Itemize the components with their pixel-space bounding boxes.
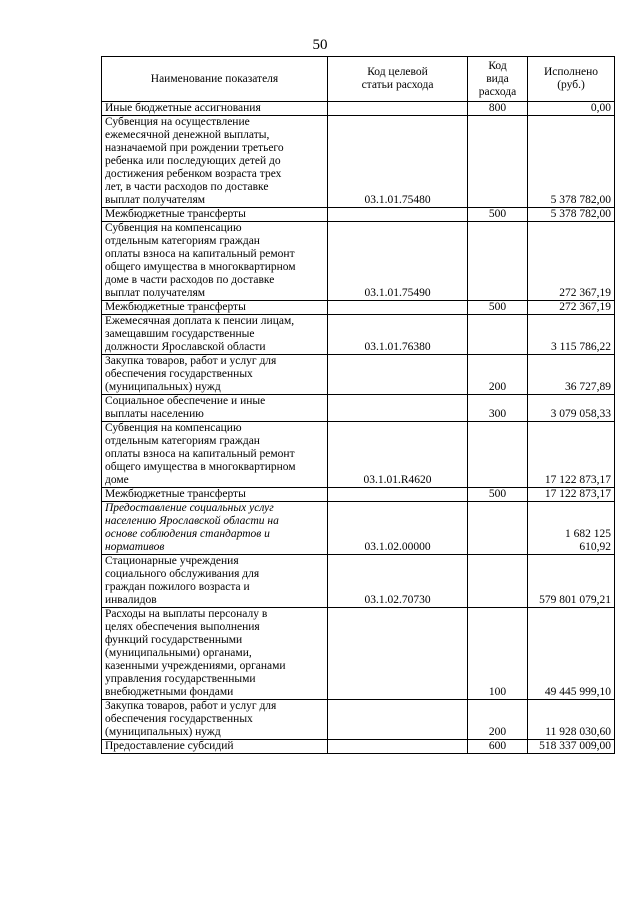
row-amount-cell: 11 928 030,60 [528, 700, 615, 740]
row-expense-type-cell [468, 422, 528, 488]
row-name-cell: Субвенция на компенсацию отдельным категориям граждан оплаты взноса на капитальный ремонт общего имущества в многоквартирном доме в части расходов по доставке выплат получателям [102, 222, 328, 301]
row-target-code-cell [328, 208, 468, 222]
row-expense-type-cell [468, 222, 528, 301]
row-target-code-cell: 03.1.01.R4620 [328, 422, 468, 488]
row-name-cell: Межбюджетные трансферты [102, 301, 328, 315]
row-target-code-cell: 03.1.01.76380 [328, 315, 468, 355]
row-expense-type-cell [468, 502, 528, 555]
page-number: 50 [312, 37, 328, 53]
table-row [102, 608, 615, 700]
row-amount-cell: 5 378 782,00 [528, 208, 615, 222]
table-row [102, 395, 615, 422]
row-expense-type-cell: 200 [468, 700, 528, 740]
row-target-code-cell: 03.1.01.75480 [328, 116, 468, 208]
row-amount-cell: 3 115 786,22 [528, 315, 615, 355]
table-row [102, 700, 615, 740]
table-row [102, 502, 615, 555]
row-name-cell: Предоставление субсидий [102, 740, 328, 754]
row-expense-type-cell [468, 315, 528, 355]
row-expense-type-cell: 500 [468, 208, 528, 222]
row-name-cell: Межбюджетные трансферты [102, 488, 328, 502]
row-expense-type-cell: 200 [468, 355, 528, 395]
row-name-cell: Предоставление социальных услуг населению Ярославской области на основе соблюдения стандартов и нормативов [102, 502, 328, 555]
row-amount-cell: 1 682 125 610,92 [528, 502, 615, 555]
table-row [102, 222, 615, 301]
row-name-cell: Субвенция на компенсацию отдельным категориям граждан оплаты взноса на капитальный ремонт общего имущества в многоквартирном доме [102, 422, 328, 488]
row-name-cell: Стационарные учреждения социального обслуживания для граждан пожилого возраста и инвалидов [102, 555, 328, 608]
header-executed: Исполнено (руб.) [528, 57, 615, 102]
header-expense-type: Код вида расхода [468, 57, 528, 102]
table-row [102, 208, 615, 222]
row-amount-cell: 518 337 009,00 [528, 740, 615, 754]
row-target-code-cell [328, 700, 468, 740]
row-expense-type-cell: 800 [468, 102, 528, 116]
row-expense-type-cell [468, 555, 528, 608]
row-target-code-cell [328, 740, 468, 754]
table-row [102, 488, 615, 502]
row-target-code-cell [328, 102, 468, 116]
table-header-row [102, 57, 615, 102]
table-body [102, 102, 615, 754]
row-amount-cell: 0,00 [528, 102, 615, 116]
row-amount-cell: 272 367,19 [528, 222, 615, 301]
header-target-code: Код целевой статьи расхода [328, 57, 468, 102]
row-amount-cell: 5 378 782,00 [528, 116, 615, 208]
row-target-code-cell: 03.1.02.00000 [328, 502, 468, 555]
row-expense-type-cell: 500 [468, 301, 528, 315]
row-amount-cell: 3 079 058,33 [528, 395, 615, 422]
row-expense-type-cell: 100 [468, 608, 528, 700]
row-target-code-cell [328, 488, 468, 502]
row-name-cell: Ежемесячная доплата к пенсии лицам, замещавшим государственные должности Ярославской области [102, 315, 328, 355]
table-row [102, 315, 615, 355]
header-indicator-name: Наименование показателя [102, 57, 328, 102]
row-target-code-cell [328, 395, 468, 422]
table-row [102, 301, 615, 315]
row-name-cell: Субвенция на осуществление ежемесячной денежной выплаты, назначаемой при рождении третьего ребенка или последующих детей до достижения ребенком возраста трех лет, в части расходов по доставке выплат получателям [102, 116, 328, 208]
row-name-cell: Закупка товаров, работ и услуг для обеспечения государственных (муниципальных) нужд [102, 700, 328, 740]
row-expense-type-cell: 300 [468, 395, 528, 422]
row-target-code-cell [328, 608, 468, 700]
row-target-code-cell: 03.1.02.70730 [328, 555, 468, 608]
row-expense-type-cell: 500 [468, 488, 528, 502]
table-row [102, 355, 615, 395]
row-expense-type-cell [468, 116, 528, 208]
row-amount-cell: 579 801 079,21 [528, 555, 615, 608]
row-expense-type-cell: 600 [468, 740, 528, 754]
row-amount-cell: 17 122 873,17 [528, 488, 615, 502]
row-target-code-cell [328, 355, 468, 395]
table-row [102, 116, 615, 208]
row-amount-cell: 49 445 999,10 [528, 608, 615, 700]
row-name-cell: Закупка товаров, работ и услуг для обеспечения государственных (муниципальных) нужд [102, 355, 328, 395]
row-name-cell: Межбюджетные трансферты [102, 208, 328, 222]
row-target-code-cell: 03.1.01.75490 [328, 222, 468, 301]
budget-execution-table [101, 56, 615, 754]
row-name-cell: Социальное обеспечение и иные выплаты населению [102, 395, 328, 422]
table-row [102, 102, 615, 116]
row-target-code-cell [328, 301, 468, 315]
row-amount-cell: 272 367,19 [528, 301, 615, 315]
row-amount-cell: 17 122 873,17 [528, 422, 615, 488]
row-amount-cell: 36 727,89 [528, 355, 615, 395]
table-row [102, 422, 615, 488]
row-name-cell: Иные бюджетные ассигнования [102, 102, 328, 116]
row-name-cell: Расходы на выплаты персоналу в целях обеспечения выполнения функций государственными (муниципальными) органами, казенными учреждениями, органами управления государственными внебюджетными фондами [102, 608, 328, 700]
table-row [102, 740, 615, 754]
table-row [102, 555, 615, 608]
